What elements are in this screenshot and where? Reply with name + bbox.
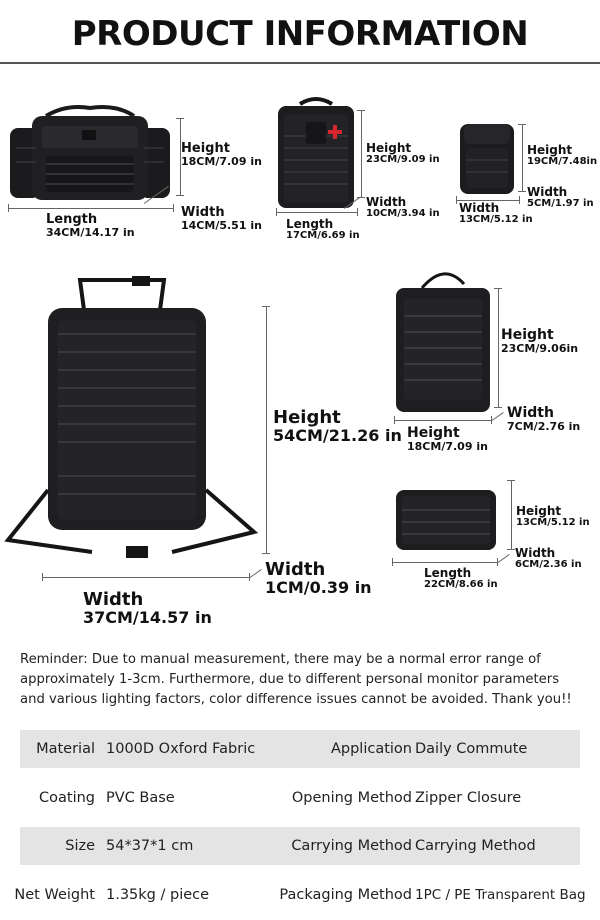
spec-label: Opening Method [291,790,412,806]
medical-pouch-width: Width 10CM/3.94 in [366,195,440,219]
seat-organizer-image [2,270,262,566]
medical-pouch-length-line [276,212,358,213]
small-pouch-width: Width 5CM/1.97 in [527,185,594,209]
spec-value: 1.35kg / piece [106,887,210,903]
utility-pouch-height: Height 13CM/5.12 in [516,504,590,528]
medical-pouch-height: Height 23CM/9.09 in [366,141,440,165]
flat-pouch-height-line [498,288,499,408]
medical-pouch-length: Length 17CM/6.69 in [286,217,360,241]
waist-bag-length: Length 34CM/14.17 in [46,212,135,239]
utility-pouch-width: Width 6CM/2.36 in [515,546,582,570]
spec-value: 1000D Oxford Fabric [106,741,256,757]
small-pouch-image [454,118,520,198]
seat-organizer-height: Height 54CM/21.26 in [273,407,402,445]
spec-value: Carrying Method [415,838,536,854]
spec-row [20,827,580,865]
title-divider [0,62,600,64]
spec-value: 1PC / PE Transparent Bag [415,887,586,903]
flat-pouch-length: Height 18CM/7.09 in [407,425,488,453]
small-pouch-height: Height 19CM/7.48in [527,143,598,167]
waist-bag-image [6,104,174,204]
waist-bag-height: Height 18CM/7.09 in [181,141,262,168]
waist-bag-length-line [8,208,174,209]
spec-row [20,730,580,768]
seat-organizer-height-line [266,306,267,554]
reminder-text: Reminder: Due to manual measurement, there may be a normal error range of approximately 1-3cm. Furthermore, due to different personal monitor parameters and various lighting factors, color difference issues cannot be avoided. Thank you!! [20,652,572,707]
page-title: PRODUCT INFORMATION [71,14,529,54]
utility-pouch-length: Length 22CM/8.66 in [424,566,498,590]
spec-label: Coating [39,790,95,806]
flat-pouch-length-line [394,420,492,421]
flat-pouch-image [392,264,494,416]
spec-label: Net Weight [14,887,95,903]
small-pouch-width2: Width 13CM/5.12 in [459,201,533,225]
seat-organizer-depth: Width 1CM/0.39 in [265,559,372,597]
utility-pouch-length-line [392,562,498,563]
utility-pouch-image [394,486,500,554]
seat-organizer-width-line [42,577,250,578]
medical-pouch-image [272,96,360,212]
spec-label: Size [65,838,95,854]
small-pouch-height-line [522,124,523,192]
seat-organizer-width: Width 37CM/14.57 in [83,589,212,627]
spec-value: PVC Base [106,790,175,806]
spec-label: Packaging Method [279,887,412,903]
waist-bag-width: Width 14CM/5.51 in [181,205,262,232]
spec-label: Carrying Method [291,838,412,854]
flat-pouch-width: Width 7CM/2.76 in [507,405,581,433]
flat-pouch-height: Height 23CM/9.06in [501,327,579,355]
medical-pouch-height-line [361,110,362,198]
utility-pouch-height-line [511,480,512,550]
spec-value: Zipper Closure [415,790,522,806]
spec-row [20,779,580,817]
spec-label: Material [36,741,95,757]
spec-value: 54*37*1 cm [106,838,194,854]
spec-value: Daily Commute [415,741,528,757]
spec-label: Application [330,741,412,757]
spec-row [14,876,586,914]
